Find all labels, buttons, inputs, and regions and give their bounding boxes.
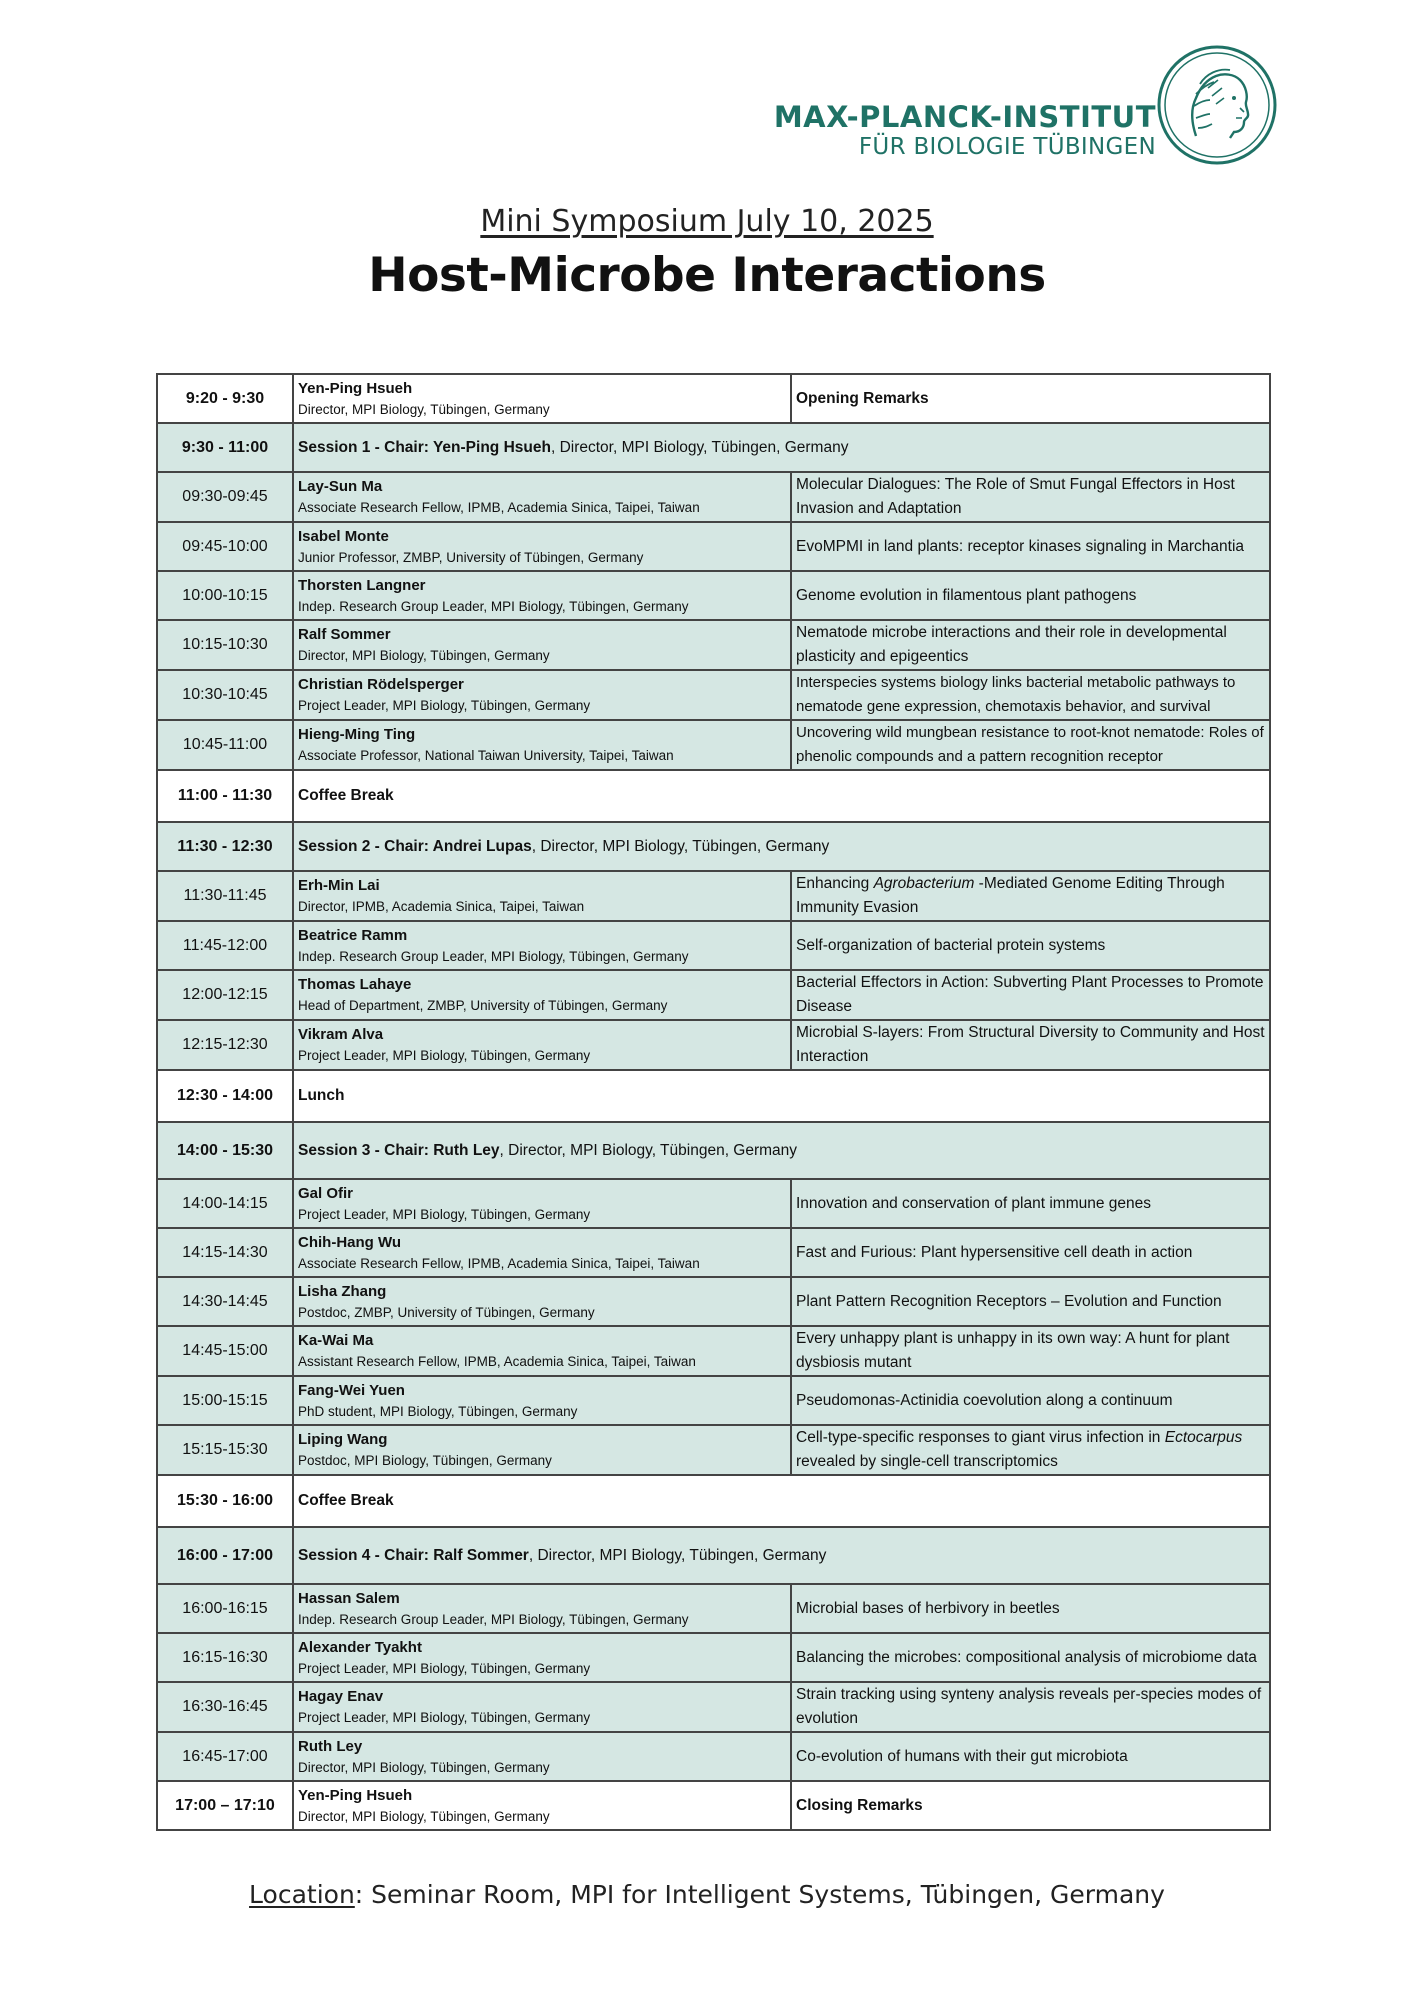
- speaker-cell: [293, 1732, 791, 1781]
- talk-row: [157, 1682, 1270, 1732]
- session-chair-affiliation: , Director, MPI Biology, Tübingen, Germany: [499, 1141, 798, 1159]
- time-cell: 16:00 - 17:00: [157, 1527, 293, 1584]
- talk-row: [157, 670, 1270, 720]
- talk-row: [157, 1376, 1270, 1425]
- talk-title-species: Ectocarpus: [1164, 1429, 1243, 1446]
- speaker-affiliation: Head of Department, ZMBP, University of Tübingen, Germany: [298, 998, 668, 1013]
- time-cell: 14:30-14:45: [157, 1277, 293, 1326]
- time-cell: 15:30 - 16:00: [157, 1475, 293, 1527]
- speaker-cell: [293, 1020, 791, 1070]
- talk-row: [157, 1020, 1270, 1070]
- session-header-row: [157, 1122, 1270, 1179]
- speaker-affiliation: Director, MPI Biology, Tübingen, Germany: [298, 1808, 550, 1824]
- speaker-cell: [293, 1376, 791, 1425]
- talk-title: Interspecies systems biology links bacterial metabolic pathways to nematode gene expression, chemotaxis behavior, and survival: [791, 670, 1270, 720]
- speaker-cell: [293, 921, 791, 970]
- speaker-name: Ralf Sommer: [298, 626, 391, 643]
- time-cell: 11:30-11:45: [157, 871, 293, 921]
- speaker-cell: [293, 871, 791, 921]
- speaker-name: Hagay Enav: [298, 1688, 384, 1705]
- speaker-cell: [293, 522, 791, 571]
- speaker-name: Thomas Lahaye: [298, 976, 412, 993]
- speaker-cell: [293, 620, 791, 670]
- speaker-name: Vikram Alva: [298, 1026, 384, 1043]
- talk-row: [157, 1179, 1270, 1228]
- institute-name-line2: FÜR BIOLOGIE TÜBINGEN: [858, 134, 1156, 160]
- lunch-label: Lunch: [293, 1070, 1270, 1122]
- time-cell: 10:45-11:00: [157, 720, 293, 770]
- talk-title: Self-organization of bacterial protein systems: [791, 921, 1270, 970]
- talk-row: [157, 620, 1270, 670]
- talk-row: [157, 921, 1270, 970]
- talk-title: Microbial S-layers: From Structural Diversity to Community and Host Interaction: [791, 1020, 1270, 1070]
- talk-row: [157, 1584, 1270, 1633]
- talk-title: Innovation and conservation of plant immune genes: [791, 1179, 1270, 1228]
- speaker-cell: [293, 1781, 791, 1830]
- speaker-affiliation: Postdoc, ZMBP, University of Tübingen, Germany: [298, 1304, 595, 1320]
- session-label: [293, 423, 1270, 472]
- speaker-cell: [293, 1326, 791, 1376]
- talk-row: [157, 1425, 1270, 1475]
- talk-title: [791, 1425, 1270, 1475]
- speaker-name: Thorsten Langner: [298, 576, 426, 594]
- location-label: Location: [249, 1880, 355, 1909]
- speaker-name: Hieng-Ming Ting: [298, 726, 416, 743]
- time-cell: 11:00 - 11:30: [157, 770, 293, 822]
- lunch-row: [157, 1070, 1270, 1122]
- time-cell: 17:00 – 17:10: [157, 1781, 293, 1830]
- time-cell: 15:00-15:15: [157, 1376, 293, 1425]
- speaker-name: Alexander Tyakht: [298, 1638, 422, 1656]
- speaker-affiliation: Associate Research Fellow, IPMB, Academia Sinica, Taipei, Taiwan: [298, 1255, 700, 1271]
- time-cell: 12:00-12:15: [157, 970, 293, 1020]
- speaker-affiliation: Associate Professor, National Taiwan University, Taipei, Taiwan: [298, 748, 674, 763]
- session-header-row: [157, 423, 1270, 472]
- time-cell: 12:30 - 14:00: [157, 1070, 293, 1122]
- time-cell: 10:30-10:45: [157, 670, 293, 720]
- talk-title: Uncovering wild mungbean resistance to root-knot nematode: Roles of phenolic compounds and a pattern recognition receptor: [791, 720, 1270, 770]
- speaker-name: Lay-Sun Ma: [298, 478, 383, 495]
- talk-row: [157, 970, 1270, 1020]
- speaker-affiliation: PhD student, MPI Biology, Tübingen, Germany: [298, 1403, 578, 1419]
- session-chair: Session 3 - Chair: Ruth Ley: [298, 1141, 500, 1159]
- institute-name: [756, 100, 1156, 160]
- time-cell: 9:20 - 9:30: [157, 374, 293, 423]
- talk-row: [157, 720, 1270, 770]
- time-cell: 16:30-16:45: [157, 1682, 293, 1732]
- talk-title: Bacterial Effectors in Action: Subverting Plant Processes to Promote Disease: [791, 970, 1270, 1020]
- speaker-name: Fang-Wei Yuen: [298, 1381, 405, 1399]
- speaker-cell: [293, 1179, 791, 1228]
- session-chair-affiliation: , Director, MPI Biology, Tübingen, Germany: [531, 837, 830, 855]
- time-cell: 14:00-14:15: [157, 1179, 293, 1228]
- speaker-name: Liping Wang: [298, 1431, 388, 1448]
- talk-title: [791, 871, 1270, 921]
- time-cell: 12:15-12:30: [157, 1020, 293, 1070]
- talk-title: Balancing the microbes: compositional analysis of microbiome data: [791, 1633, 1270, 1682]
- speaker-cell: [293, 571, 791, 620]
- session-chair: Session 4 - Chair: Ralf Sommer: [298, 1546, 529, 1564]
- time-cell: 10:15-10:30: [157, 620, 293, 670]
- talk-title: Genome evolution in filamentous plant pathogens: [791, 571, 1270, 620]
- speaker-affiliation: Project Leader, MPI Biology, Tübingen, Germany: [298, 1206, 591, 1222]
- talk-row: [157, 1633, 1270, 1682]
- speaker-cell: [293, 472, 791, 522]
- break-row: [157, 770, 1270, 822]
- speaker-cell: [293, 720, 791, 770]
- speaker-affiliation: Assistant Research Fellow, IPMB, Academia Sinica, Taipei, Taiwan: [298, 1354, 696, 1369]
- minerva-seal-icon: [1156, 44, 1278, 166]
- speaker-name: Isabel Monte: [298, 527, 389, 545]
- institute-logo: [756, 44, 1276, 174]
- time-cell: 10:00-10:15: [157, 571, 293, 620]
- speaker-affiliation: Indep. Research Group Leader, MPI Biology, Tübingen, Germany: [298, 1611, 689, 1627]
- speaker-affiliation: Director, IPMB, Academia Sinica, Taipei, Taiwan: [298, 899, 585, 914]
- speaker-affiliation: Project Leader, MPI Biology, Tübingen, Germany: [298, 1660, 591, 1676]
- time-cell: 15:15-15:30: [157, 1425, 293, 1475]
- speaker-name: Hassan Salem: [298, 1589, 400, 1607]
- talk-title: Molecular Dialogues: The Role of Smut Fungal Effectors in Host Invasion and Adaptation: [791, 472, 1270, 522]
- break-label: Coffee Break: [293, 1475, 1270, 1527]
- speaker-cell: [293, 374, 791, 423]
- time-cell: 14:00 - 15:30: [157, 1122, 293, 1179]
- time-cell: 9:30 - 11:00: [157, 423, 293, 472]
- talk-title: Closing Remarks: [791, 1781, 1270, 1830]
- session-chair-affiliation: , Director, MPI Biology, Tübingen, Germany: [550, 438, 849, 456]
- time-cell: 11:30 - 12:30: [157, 822, 293, 871]
- talk-title: EvoMPMI in land plants: receptor kinases signaling in Marchantia: [791, 522, 1270, 571]
- session-chair: Session 1 - Chair: Yen-Ping Hsueh: [298, 438, 551, 456]
- talk-row: [157, 522, 1270, 571]
- talk-title: Opening Remarks: [791, 374, 1270, 423]
- talk-title-end: revealed by single-cell transcriptomics: [796, 1453, 1058, 1470]
- speaker-name: Christian Rödelsperger: [298, 676, 464, 693]
- speaker-name: Lisha Zhang: [298, 1282, 387, 1300]
- speaker-cell: [293, 1277, 791, 1326]
- speaker-cell: [293, 1228, 791, 1277]
- time-cell: 11:45-12:00: [157, 921, 293, 970]
- institute-name-line1: MAX-PLANCK-INSTITUT: [773, 100, 1156, 134]
- talk-row: [157, 472, 1270, 522]
- speaker-name: Ruth Ley: [298, 1737, 363, 1755]
- talk-title: Every unhappy plant is unhappy in its own way: A hunt for plant dysbiosis mutant: [791, 1326, 1270, 1376]
- speaker-cell: [293, 1584, 791, 1633]
- talk-title-start: Enhancing: [796, 875, 874, 892]
- schedule-table: [156, 373, 1271, 1831]
- session-chair-affiliation: , Director, MPI Biology, Tübingen, Germany: [528, 1546, 827, 1564]
- speaker-name: Ka-Wai Ma: [298, 1332, 374, 1349]
- speaker-cell: [293, 1633, 791, 1682]
- time-cell: 09:45-10:00: [157, 522, 293, 571]
- speaker-name: Yen-Ping Hsueh: [298, 379, 413, 397]
- page-title: Host-Microbe Interactions: [368, 248, 1046, 303]
- opening-row: [157, 374, 1270, 423]
- speaker-affiliation: Director, MPI Biology, Tübingen, Germany: [298, 401, 550, 417]
- time-cell: 16:15-16:30: [157, 1633, 293, 1682]
- speaker-name: Beatrice Ramm: [298, 926, 408, 944]
- speaker-affiliation: Project Leader, MPI Biology, Tübingen, Germany: [298, 1710, 591, 1725]
- speaker-affiliation: Junior Professor, ZMBP, University of Tübingen, Germany: [298, 549, 644, 565]
- speaker-cell: [293, 970, 791, 1020]
- talk-title: Fast and Furious: Plant hypersensitive cell death in action: [791, 1228, 1270, 1277]
- session-label: [293, 1527, 1270, 1584]
- closing-row: [157, 1781, 1270, 1830]
- talk-title: Microbial bases of herbivory in beetles: [791, 1584, 1270, 1633]
- session-header-row: [157, 1527, 1270, 1584]
- talk-title: Co-evolution of humans with their gut microbiota: [791, 1732, 1270, 1781]
- talk-row: [157, 1228, 1270, 1277]
- symposium-date: Mini Symposium July 10, 2025: [480, 204, 934, 239]
- speaker-name: Chih-Hang Wu: [298, 1233, 402, 1251]
- talk-row: [157, 871, 1270, 921]
- speaker-name: Yen-Ping Hsueh: [298, 1786, 413, 1804]
- break-label: Coffee Break: [293, 770, 1270, 822]
- speaker-affiliation: Director, MPI Biology, Tübingen, Germany: [298, 648, 550, 663]
- time-cell: 14:45-15:00: [157, 1326, 293, 1376]
- speaker-name: Erh-Min Lai: [298, 877, 380, 894]
- talk-row: [157, 571, 1270, 620]
- speaker-affiliation: Indep. Research Group Leader, MPI Biology, Tübingen, Germany: [298, 598, 689, 614]
- talk-title-species: Agrobacterium: [873, 875, 975, 892]
- speaker-affiliation: Associate Research Fellow, IPMB, Academia Sinica, Taipei, Taiwan: [298, 500, 700, 515]
- time-cell: 14:15-14:30: [157, 1228, 293, 1277]
- talk-row: [157, 1326, 1270, 1376]
- talk-title: Plant Pattern Recognition Receptors – Evolution and Function: [791, 1277, 1270, 1326]
- talk-row: [157, 1277, 1270, 1326]
- location-footer: [0, 1880, 1414, 1909]
- speaker-affiliation: Indep. Research Group Leader, MPI Biology, Tübingen, Germany: [298, 948, 689, 964]
- talk-title: Strain tracking using synteny analysis reveals per-species modes of evolution: [791, 1682, 1270, 1732]
- talk-title: Pseudomonas-Actinidia coevolution along a continuum: [791, 1376, 1270, 1425]
- talk-title-end: -Mediated Genome Editing Through Immunity Evasion: [796, 875, 1225, 916]
- time-cell: 16:45-17:00: [157, 1732, 293, 1781]
- session-header-row: [157, 822, 1270, 871]
- speaker-affiliation: Project Leader, MPI Biology, Tübingen, Germany: [298, 1048, 591, 1063]
- speaker-cell: [293, 670, 791, 720]
- speaker-affiliation: Director, MPI Biology, Tübingen, Germany: [298, 1759, 550, 1775]
- talk-title-start: Cell-type-specific responses to giant virus infection in: [796, 1429, 1165, 1446]
- session-label: [293, 822, 1270, 871]
- session-chair: Session 2 - Chair: Andrei Lupas: [298, 837, 532, 855]
- time-cell: 09:30-09:45: [157, 472, 293, 522]
- speaker-affiliation: Project Leader, MPI Biology, Tübingen, Germany: [298, 698, 591, 713]
- speaker-affiliation: Postdoc, MPI Biology, Tübingen, Germany: [298, 1453, 552, 1468]
- speaker-cell: [293, 1682, 791, 1732]
- speaker-cell: [293, 1425, 791, 1475]
- time-cell: 16:00-16:15: [157, 1584, 293, 1633]
- session-label: [293, 1122, 1270, 1179]
- talk-title: Nematode microbe interactions and their role in developmental plasticity and epigeentics: [791, 620, 1270, 670]
- location-text: : Seminar Room, MPI for Intelligent Systems, Tübingen, Germany: [354, 1880, 1165, 1909]
- speaker-name: Gal Ofir: [298, 1184, 354, 1202]
- talk-row: [157, 1732, 1270, 1781]
- break-row: [157, 1475, 1270, 1527]
